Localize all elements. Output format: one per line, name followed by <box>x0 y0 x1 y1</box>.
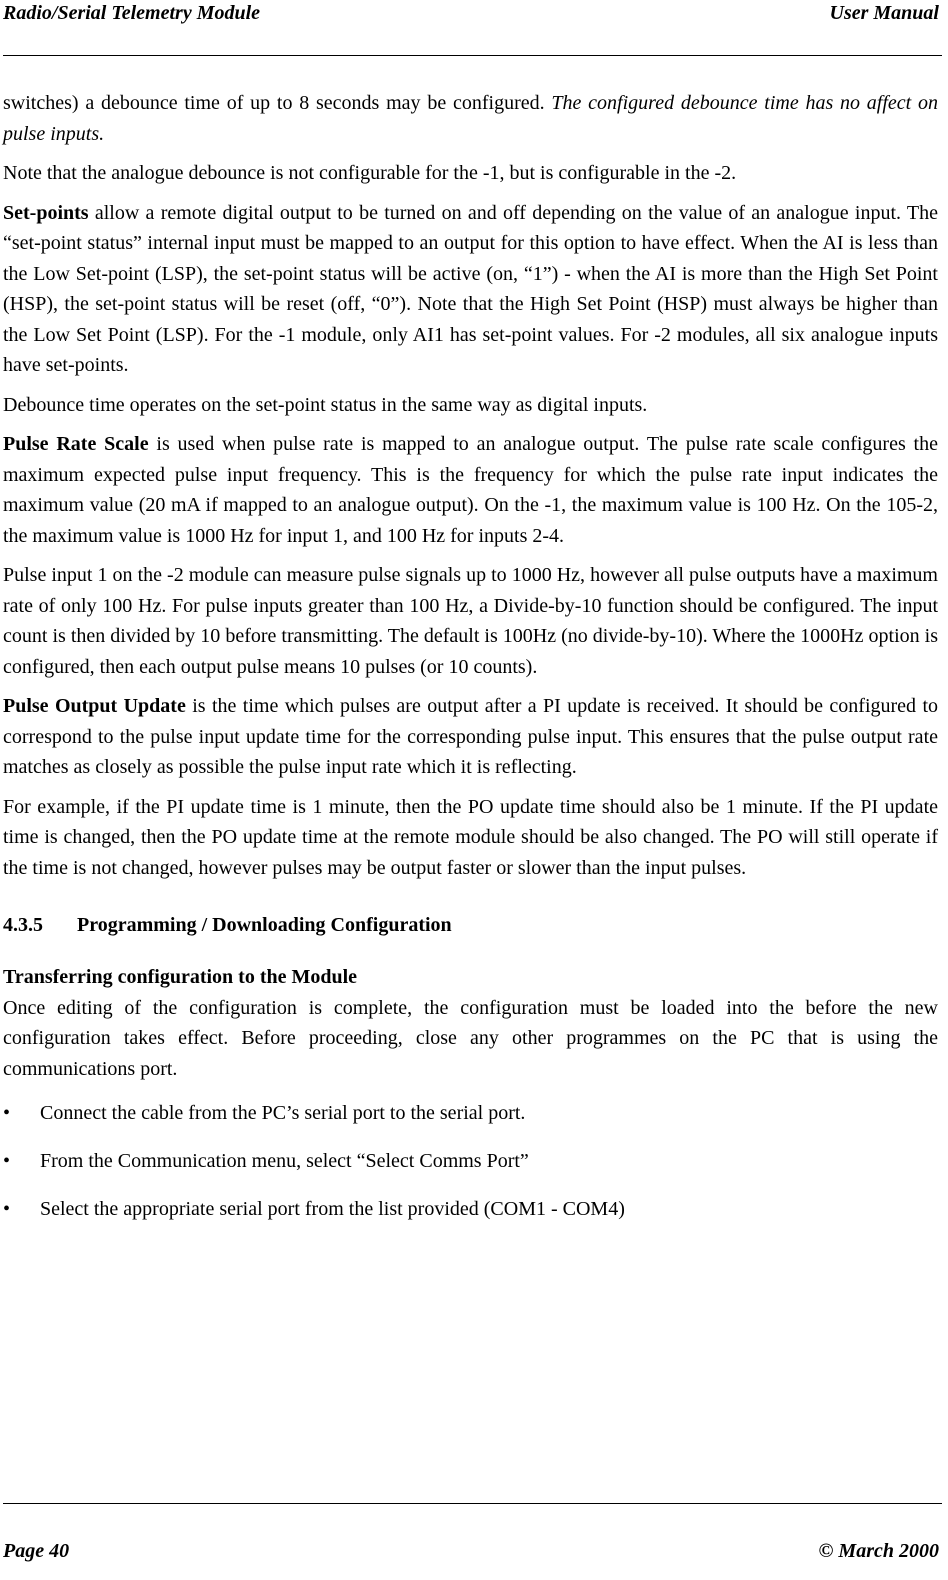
bullet-icon: • <box>3 1102 11 1124</box>
list-item <box>3 1146 938 1176</box>
paragraph-transfer: Once editing of the configuration is complete, the configuration must be loaded into the before the new configuration takes effect. Before proceeding, close any other programmes on the PC that is using the communications port. <box>3 996 938 1080</box>
paragraph-pulse-output-update <box>3 691 938 783</box>
paragraph-debounce-text: switches) a debounce time of up to 8 seconds may be configured. <box>3 92 552 114</box>
list-item <box>3 1098 938 1128</box>
instruction-list <box>3 1098 938 1224</box>
bullet-icon: • <box>3 1150 11 1172</box>
paragraph-set-points-text: allow a remote digital output to be turned on and off depending on the value of an analogue input. The “set-point status” internal input must be mapped to an output for this option to have effect. When the AI is less than the Low Set-point (LSP), the set-point status will be active (on, “1”) - when the AI is more than the High Set Point (HSP), the set-point status will be reset (off, “0”). Note that the High Set Point (HSP) must always be higher than the Low Set Point (LSP). For the -1 module, only AI1 has set-point values. For -2 modules, all six analogue inputs have set-points. <box>3 201 938 376</box>
term-set-points: Set-points <box>3 201 89 224</box>
header-manual-label: User Manual <box>829 2 939 24</box>
bullet-icon: • <box>3 1198 11 1220</box>
list-item-text: Connect the cable from the PC’s serial port to the serial port. <box>40 1102 526 1124</box>
paragraph-pulse-rate-scale <box>3 429 938 551</box>
paragraph-debounce <box>3 88 938 149</box>
list-item <box>3 1194 938 1224</box>
section-heading <box>3 910 938 941</box>
paragraph-pulse-output-update-text: is the time which pulses are output after a PI update is received. It should be configured to correspond to the pulse input update time for the corresponding pulse input. This ensures that the pulse output rate matches as closely as possible the pulse input rate which it is reflecting. <box>3 695 938 778</box>
list-item-text: From the Communication menu, select “Select Comms Port” <box>40 1150 529 1172</box>
footer-divider <box>3 1503 942 1504</box>
page-body <box>3 88 938 1242</box>
term-pulse-output-update: Pulse Output Update <box>3 695 186 717</box>
term-pulse-rate-scale: Pulse Rate Scale <box>3 433 149 455</box>
subsection-heading: Transferring configuration to the Module <box>3 965 358 988</box>
section-title: Programming / Downloading Configuration <box>77 914 452 936</box>
section-number: 4.3.5 <box>3 914 43 936</box>
header-divider <box>3 55 942 56</box>
paragraph-example: For example, if the PI update time is 1 minute, then the PO update time should also be 1 minute. If the PI update time is changed, then the PO update time at the remote module should be also changed. The PO will still operate if the time is not changed, however pulses may be output faster or slower than the input pulses. <box>3 795 938 879</box>
page-number: Page 40 <box>3 1540 70 1562</box>
paragraph-pulse-input: Pulse input 1 on the -2 module can measure pulse signals up to 1000 Hz, however all pulse outputs have a maximum rate of only 100 Hz. For pulse inputs greater than 100 Hz, a Divide-by-10 function should be configured. The input count is then divided by 10 before transmitting. The default is 100Hz (no divide-by-10). Where the 1000Hz option is configured, then each output pulse means 10 pulses (or 10 counts). <box>3 564 938 678</box>
page-footer <box>3 1540 939 1576</box>
copyright-date: © March 2000 <box>818 1540 939 1562</box>
paragraph-pulse-rate-scale-text: is used when pulse rate is mapped to an analogue output. The pulse rate scale configures the maximum expected pulse input frequency. This is the frequency for which the pulse rate input indicates the maximum value (20 mA if mapped to an analogue output). On the -1, the maximum value is 100 Hz. On the 105-2, the maximum value is 1000 Hz for input 1, and 100 Hz for inputs 2-4. <box>3 433 938 547</box>
header-document-title: Radio/Serial Telemetry Module <box>3 2 261 24</box>
paragraph-set-points <box>3 198 938 381</box>
page-header <box>3 0 939 40</box>
paragraph-debounce-set-point: Debounce time operates on the set-point status in the same way as digital inputs. <box>3 393 648 416</box>
paragraph-debounce-note: The configured debounce time has no affect on pulse inputs. <box>3 92 938 145</box>
list-item-text: Select the appropriate serial port from the list provided (COM1 - COM4) <box>40 1198 625 1220</box>
paragraph-analogue-debounce: Note that the analogue debounce is not configurable for the -1, but is configurable in the -2. <box>3 162 737 184</box>
